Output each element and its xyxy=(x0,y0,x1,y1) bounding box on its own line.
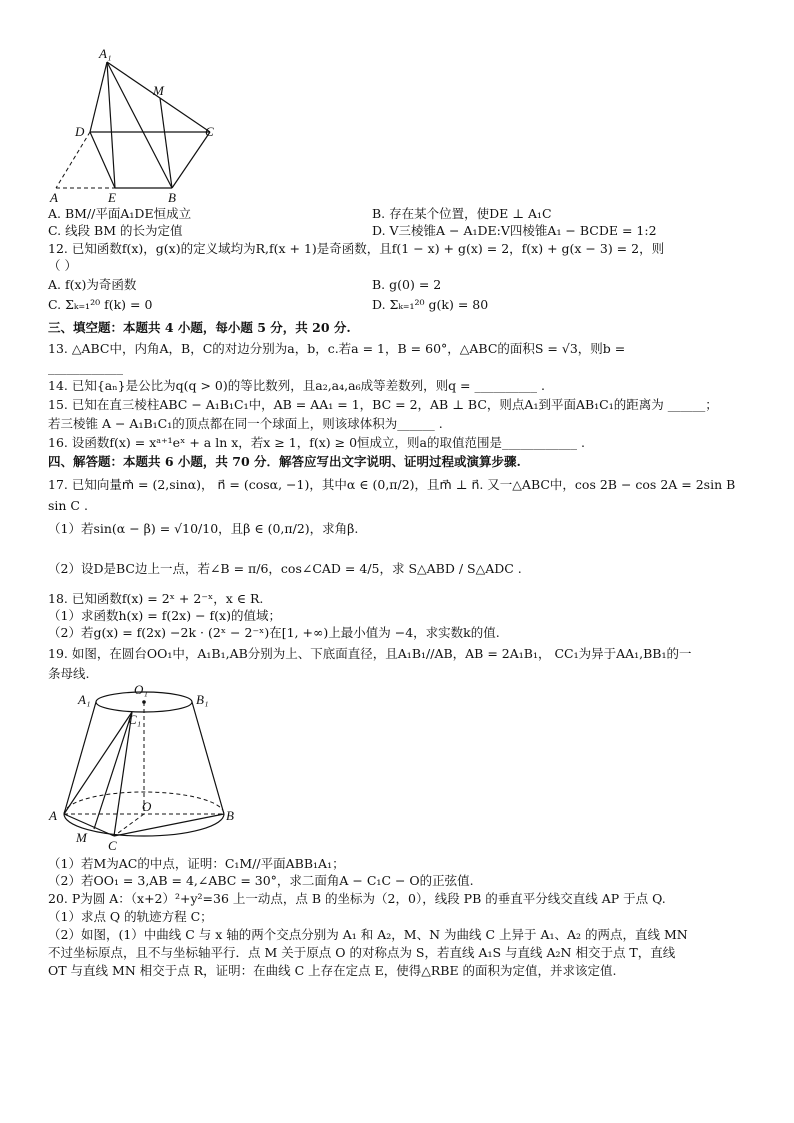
q17-line1: 17. 已知向量m⃗ = (2,sinα)， n⃗ = (cosα, −1)，其中α ∈ (0,π/2)，且m⃗ ⊥ n⃗. 又一△ABC中，cos 2B − cos 2A = 2sin B xyxy=(48,477,736,492)
q18-part1: （1）求函数h(x) = f(2x) − f(x)的值域； xyxy=(48,608,281,623)
label-D: D xyxy=(75,124,85,139)
section-3-heading: 三、填空题：本题共 4 小题，每小题 5 分，共 20 分. xyxy=(48,320,351,335)
q20-line1: 20. P为圆 A：（x+2）²+y²=36 上一动点，点 B 的坐标为（2，0），线段 PB 的垂直平分线交直线 AP 于点 Q. xyxy=(48,891,666,906)
q19-part1: （1）若M为AC的中点，证明：C₁M//平面ABB₁A₁； xyxy=(48,856,345,871)
label-A: A xyxy=(50,190,58,205)
q13-line1: 13. △ABC中，内角A，B，C的对边分别为a，b，c.若a = 1，B = 60°，△ABC的面积S = √3，则b = xyxy=(48,341,626,356)
q17-part2: （2）设D是BC边上一点，若∠B = π/6，cos∠CAD = 4/5，求 S△ABD / S△ADC . xyxy=(48,561,522,576)
label-B1: B₁ xyxy=(196,692,209,707)
q11-option-d: D. V三棱锥A − A₁DE:V四棱锥A₁ − BCDE = 1:2 xyxy=(372,223,657,238)
label-M: M xyxy=(76,830,87,845)
q12-option-d: D. Σₖ₌₁²⁰ g(k) = 80 xyxy=(372,297,489,312)
label-C: C xyxy=(205,124,214,139)
q19-line1: 19. 如图，在圆台OO₁中，A₁B₁,AB分别为上、下底面直径，且A₁B₁//AB，AB = 2A₁B₁， CC₁为异于AA₁,BB₁的一 xyxy=(48,646,692,661)
label-C1: C₁ xyxy=(128,712,142,727)
q18-part2: （2）若g(x) = f(2x) −2k · (2ˣ − 2⁻ˣ)在[1, +∞)上最小值为 −4，求实数k的值. xyxy=(48,625,500,640)
q12-option-b: B. g(0) = 2 xyxy=(372,277,442,292)
q11-option-c: C. 线段 BM 的长为定值 xyxy=(48,223,183,238)
q12-paren: （ ） xyxy=(48,258,77,273)
label-A1: A₁ xyxy=(78,692,91,707)
q20-part2-line3: OT 与直线 MN 相交于点 R，证明：在曲线 C 上存在定点 E，使得△RBE 的面积为定值，并求该定值. xyxy=(48,963,617,978)
q18-line1: 18. 已知函数f(x) = 2ˣ + 2⁻ˣ，x ∈ R. xyxy=(48,591,264,606)
q13-blank: ____________ xyxy=(48,360,123,375)
label-E: E xyxy=(108,190,116,205)
section-4-heading: 四、解答题：本题共 6 小题，共 70 分．解答应写出文字说明、证明过程或演算步骤. xyxy=(48,454,521,469)
q11-option-a: A. BM//平面A₁DE恒成立 xyxy=(48,206,192,221)
figure-frustum xyxy=(44,682,244,854)
q14: 14. 已知{aₙ}是公比为q(q > 0)的等比数列，且a₂,a₄,a₆成等差数列，则q = __________ . xyxy=(48,378,545,393)
label-B: B xyxy=(168,190,176,205)
q12-option-a: A. f(x)为奇函数 xyxy=(48,277,137,292)
q19-line2: 条母线. xyxy=(48,666,90,681)
q12-option-c: C. Σₖ₌₁²⁰ f(k) = 0 xyxy=(48,297,153,312)
q17-line2: sin C . xyxy=(48,498,88,513)
label-A: A xyxy=(49,808,57,823)
label-O1: O₁ xyxy=(134,682,148,697)
q20-part2-line2: 不过坐标原点，且不与坐标轴平行．点 M 关于原点 O 的对称点为 S，若直线 A₁S 与直线 A₂N 相交于点 T，直线 xyxy=(48,945,676,960)
q20-part1: （1）求点 Q 的轨迹方程 C； xyxy=(48,909,213,924)
q12-stem: 12. 已知函数f(x)，g(x)的定义域均为R,f(x + 1)是奇函数，且f(1 − x) + g(x) = 2，f(x) + g(x − 3) = 2，则 xyxy=(48,241,665,256)
q20-part2-line1: （2）如图，(1）中曲线 C 与 x 轴的两个交点分别为 A₁ 和 A₂，M、N 为曲线 C 上异于 A₁、A₂ 的两点，直线 MN xyxy=(48,927,688,942)
label-B: B xyxy=(226,808,234,823)
q15-line2: 若三棱锥 A − A₁B₁C₁的顶点都在同一个球面上，则该球体积为______ . xyxy=(48,416,443,431)
label-O: O xyxy=(142,799,152,814)
label-M: M xyxy=(153,83,164,98)
q15-line1: 15. 已知在直三棱柱ABC − A₁B₁C₁中，AB = AA₁ = 1，BC = 2，AB ⊥ BC，则点A₁到平面AB₁C₁的距离为 ______； xyxy=(48,397,718,412)
q17-part1: （1）若sin(α − β) = √10/10，且β ∈ (0,π/2)，求角β. xyxy=(48,521,359,536)
label-A1: A₁ xyxy=(99,46,112,61)
label-C: C xyxy=(108,838,117,853)
q16: 16. 设函数f(x) = xᵃ⁺¹eˣ + a ln x，若x ≥ 1，f(x) ≥ 0恒成立，则a的取值范围是____________ . xyxy=(48,435,585,450)
q11-option-b: B. 存在某个位置，使DE ⊥ A₁C xyxy=(372,206,552,221)
q19-part2: （2）若OO₁ = 3,AB = 4,∠ABC = 30°，求二面角A − C₁C − O的正弦值. xyxy=(48,873,474,888)
figure-pyramid xyxy=(40,40,240,210)
